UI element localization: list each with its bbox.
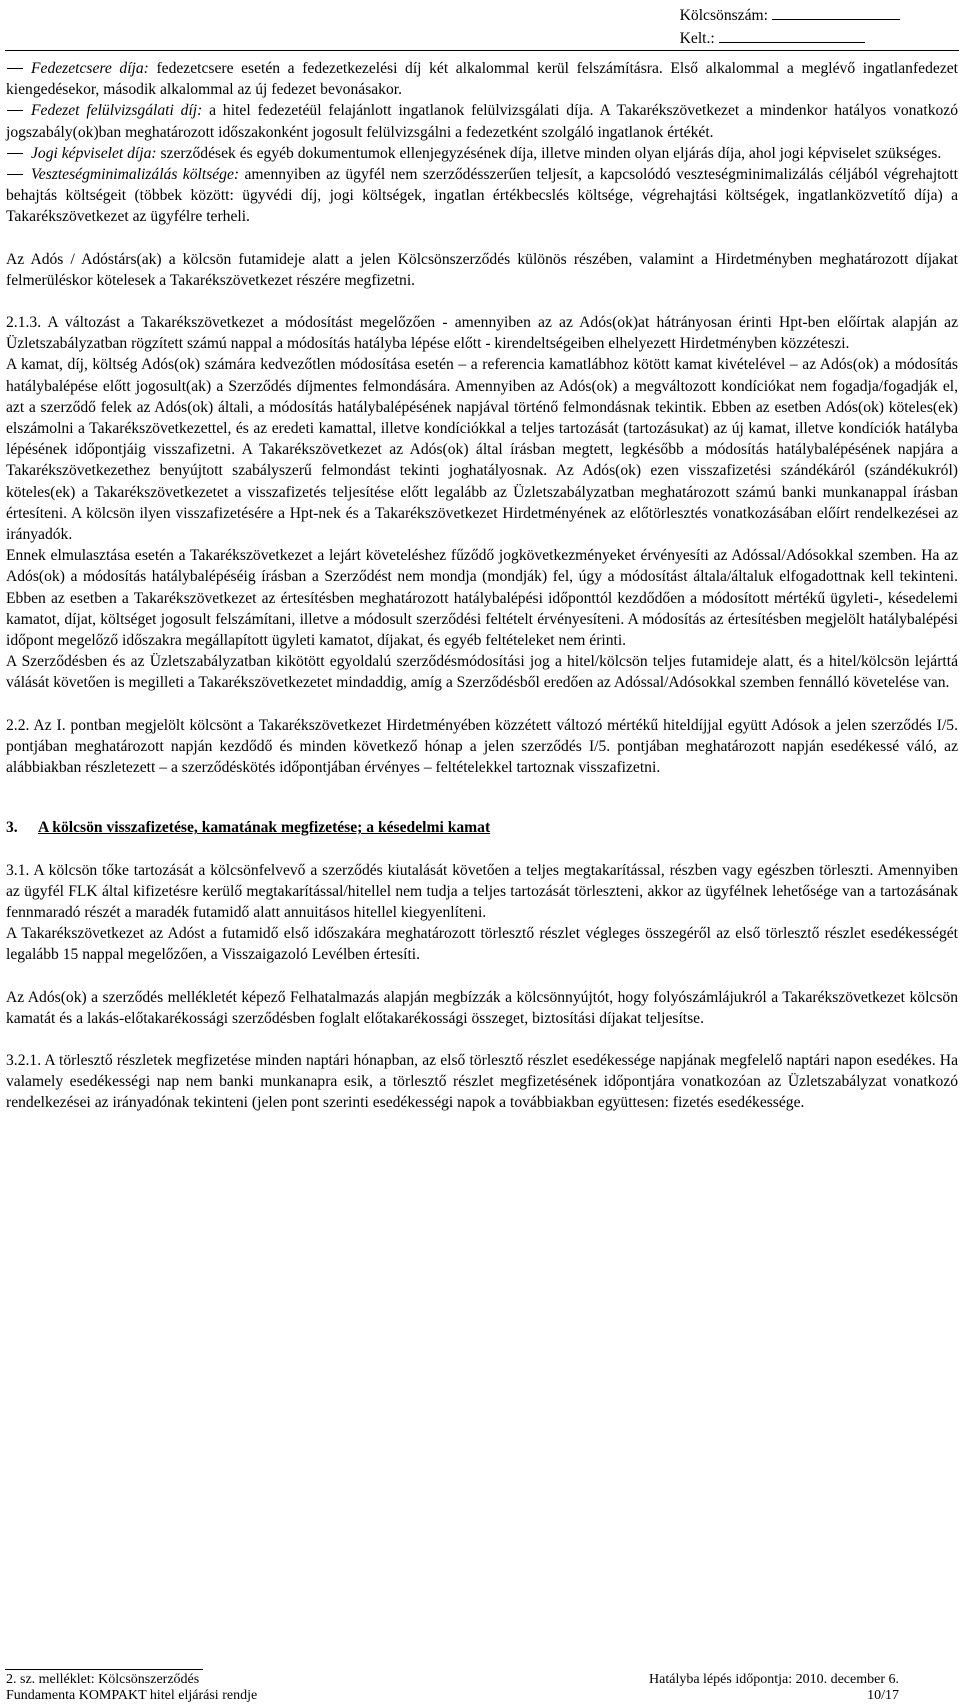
document-body	[6, 58, 958, 1114]
footer-page-number: 10/17	[867, 1688, 899, 1703]
list-item	[6, 58, 958, 100]
paragraph: Az Adós / Adóstárs(ak) a kölcsön futamideje alatt a jelen Kölcsönszerződés különös részében, valamint a Hirdetményben meghatározott díjakat felmerüléskor kötelesek a Takarékszövetkezet részére megfizetni.	[6, 250, 958, 289]
item-term: Veszteségminimalizálás költsége:	[31, 166, 240, 184]
item-text: amennyiben az ügyfél nem szerződésszerűen teljesít, a kapcsolódó veszteségminimalizálás céljából végrehajtott behajtás költségeit (többek között: ügyvédi díj, jogi költségek, ingatlan értékbecslés költsége, végrehajtási költségek, ingatlanközvetítő díja) a Takarékszövetkezet az ügyfélre terheli.	[6, 166, 958, 226]
item-text: a hitel fedezetéül felajánlott ingatlanok felülvizsgálati díja. A Takarékszövetkezet a mindenkor hatályos vonatkozó jogszabály(ok)ban meghatározott időszakonként jogosult felülvizsgálni a fedezetként szolgáló ingatlanok értékét.	[6, 102, 958, 141]
paragraph: 3.1. A kölcsön tőke tartozását a kölcsönfelvevő a szerződés kiutalását követően a teljes megtakarítással, részben vagy egészben törleszti. Amennyiben az ügyfél FLK által kifizetésre kerülő megtakarítással/hitellel nem tudja a teljes tartozását törleszteni, akkor az ügyfélnek lehetősége van a tartozásának fennmaradó részét a maradék futamidő alatt annuitásos hitellel kiegyenlíteni.	[6, 861, 958, 921]
paragraph: 2.2. Az I. pontban megjelölt kölcsönt a Takarékszövetkezet Hirdetményében közzétett változó mértékű hiteldíjjal együtt Adósok a jelen szerződés I/5. pontjában meghatározott napján kezdődő és minden következő hónap a jelen szerződés I/5. pontjában meghatározott napján esedékessé váló, az alábbiakban részletezett – a szerződéskötés időpontjában érvényes – feltételekkel tartoznak visszafizetni.	[6, 716, 958, 777]
loan-number-blank	[772, 5, 900, 20]
loan-number-row	[680, 4, 900, 27]
dash-bullet	[7, 174, 23, 175]
paragraph: A kamat, díj, költség Adós(ok) számára kedvezőtlen módosítása esetén – a referencia kamatlábhoz kötött kamat kivételével – az Adós(ok) a módosítás hatálybalépése előtt jogosult(ak) a Szerződés díjmentes felmondására. Amennyiben az Adós(ok) a megváltozott kondíciókat nem fogadja/fogadják el, azt a szerződő felek az Adós(ok) általi, a módosítás hatálybalépésének napjával történő felmondásnak tekintik. Ebben az esetben Adós(ok) köteles(ek) elszámolni a Takarékszövetkezettel, és az eredeti kamattal, illetve kondíciókkal a teljes tartozását (tartozásukat) az új kamat, illetve kondíciók hatályba lépésének időpontjáig visszafizetni. A Takarékszövetkezet az Adós(ok) által írásban megtett, legkésőbb a módosítás hatálybalépésének napjára a Takarékszövetkezethez benyújtott szabályszerű felmondást tekinti joghatályosnak. Az Adós(ok) ezen visszafizetési szándékáról (szándékukról) köteles(ek) a Takarékszövetkezetet a visszafizetés teljesítése előtt legalább az Üzletszabályzatban meghatározott számú banki munkanappal írásban értesíteni. A kölcsön ilyen visszafizetésére a Hpt-nek és a Takarékszövetkezet Hirdetményének az előtörlesztés vonatkozásában előírt rendelkezései az irányadók.	[6, 356, 958, 544]
footer-row	[6, 1672, 899, 1688]
paragraph: 2.1.3. A változást a Takarékszövetkezet a módosítást megelőzően - amennyiben az az Adós(ok)at hátrányosan érinti Hpt-ben előírtak alapján az Üzletszabályzatban rögzített számú nappal a módosítás hatályba lépése előtt - kirendeltségeiben elhelyezett Hirdetményben közzéteszi.	[6, 314, 958, 353]
date-blank	[719, 28, 865, 43]
paragraph: Ennek elmulasztása esetén a Takarékszövetkezet a lejárt követeléshez fűződő jogkövetkezményeket érvényesíti az Adóssal/Adósokkal szemben. Ha az Adós(ok) a módosítás hatálybalépéséig írásban a Szerződést nem mondja (mondják) fel, úgy a módosítást általa/általuk elfogadottnak kell tekinteni. Ebben az esetben a Takarékszövetkezet az értesítésben meghatározott hatálybalépési időponttól kezdődően a módosított mértékű ügyleti-, késedelemi kamatot, díjat, költséget jogosult felszámítani, illetve a módosult szerződési feltételt érvényesíteni. A módosítás az értesítésben megjelölt hatálybalépési időpont megelőző időszakra megállapított ügyleti kamatot, díjakat, és egyéb feltételeket nem érinti.	[6, 547, 958, 650]
paragraph: A Takarékszövetkezet az Adóst a futamidő első időszakára meghatározott törlesztő részlet végleges összegéről az első törlesztő részlet esedékességét legalább 15 nappal megelőzően, a Visszaigazoló Levélben értesíti.	[6, 925, 958, 964]
list-item	[6, 164, 958, 228]
dash-bullet	[7, 153, 23, 154]
list-item	[6, 100, 958, 142]
paragraph: Az Adós(ok) a szerződés mellékletét képező Felhatalmazás alapján megbízzák a kölcsönnyújtót, hogy folyószámlájukról a Takarékszövetkezet kölcsön kamatát és a lakás-előtakarékossági szerződésben foglalt előtakarékossági összeget, biztosítási díjakat teljesítse.	[6, 988, 958, 1027]
dash-bullet	[7, 68, 23, 69]
footer-row	[6, 1688, 899, 1704]
list-item	[6, 143, 958, 164]
loan-number-label: Kölcsönszám:	[679, 7, 768, 24]
date-label: Kelt.:	[679, 30, 715, 47]
paragraph: 3.2.1. A törlesztő részletek megfizetése minden naptári hónapban, az első törlesztő részlet esedékessége napjának megfelelő naptári napon esedékes. Ha valamely esedékességi nap nem banki munkanapra esik, a törlesztő részlet megfizetésének időpontjára vonatkozóan az Üzletszabályzat vonatkozó rendelkezései az irányadónak tekinteni (jelen pont szerinti esedékességi napok a továbbiakban együttesen: fizetés esedékessége.	[6, 1051, 958, 1112]
section-title: A kölcsön visszafizetése, kamatának megfizetése; a késedelmi kamat	[38, 819, 491, 837]
header-rule	[5, 50, 959, 51]
item-text: szerződések és egyéb dokumentumok ellenjegyzésének díja, illetve minden olyan eljárás díja, ahol jogi képviselet szükséges.	[156, 144, 942, 162]
footer-procedure-name: Fundamenta KOMPAKT hitel eljárási rendje	[6, 1688, 258, 1703]
footer-rule	[5, 1669, 203, 1670]
item-term: Fedezetcsere díja:	[31, 60, 149, 77]
paragraph: A Szerződésben és az Üzletszabályzatban kikötött egyoldalú szerződésmódosítási jog a hitel/kölcsön teljes futamideje alatt, és a hitel/kölcsön lejárttá válását követően is megilleti a Takarékszövetkezetet mindaddig, amíg a Szerződésből eredően az Adóssal/Adósokkal szemben fennálló követelése van.	[6, 653, 958, 692]
date-row	[680, 27, 900, 50]
page-header	[680, 4, 900, 50]
footer-effective-date: Hatályba lépés időpontja: 2010. december 6.	[649, 1672, 899, 1687]
dash-bullet	[7, 110, 23, 111]
page-footer	[6, 1672, 899, 1704]
footer-document-name: 2. sz. melléklet: Kölcsönszerződés	[6, 1672, 200, 1687]
item-term: Fedezet felülvizsgálati díj:	[31, 102, 203, 120]
section-heading	[6, 817, 958, 838]
item-text: fedezetcsere esetén a fedezetkezelési díj két alkalommal kerül felszámításra. Első alkalommal a meglévő ingatlanfedezet kiengedésekor, második alkalommal az új fedezet bevonásakor.	[6, 60, 958, 99]
item-term: Jogi képviselet díja:	[31, 144, 157, 162]
section-number: 3.	[6, 819, 18, 837]
